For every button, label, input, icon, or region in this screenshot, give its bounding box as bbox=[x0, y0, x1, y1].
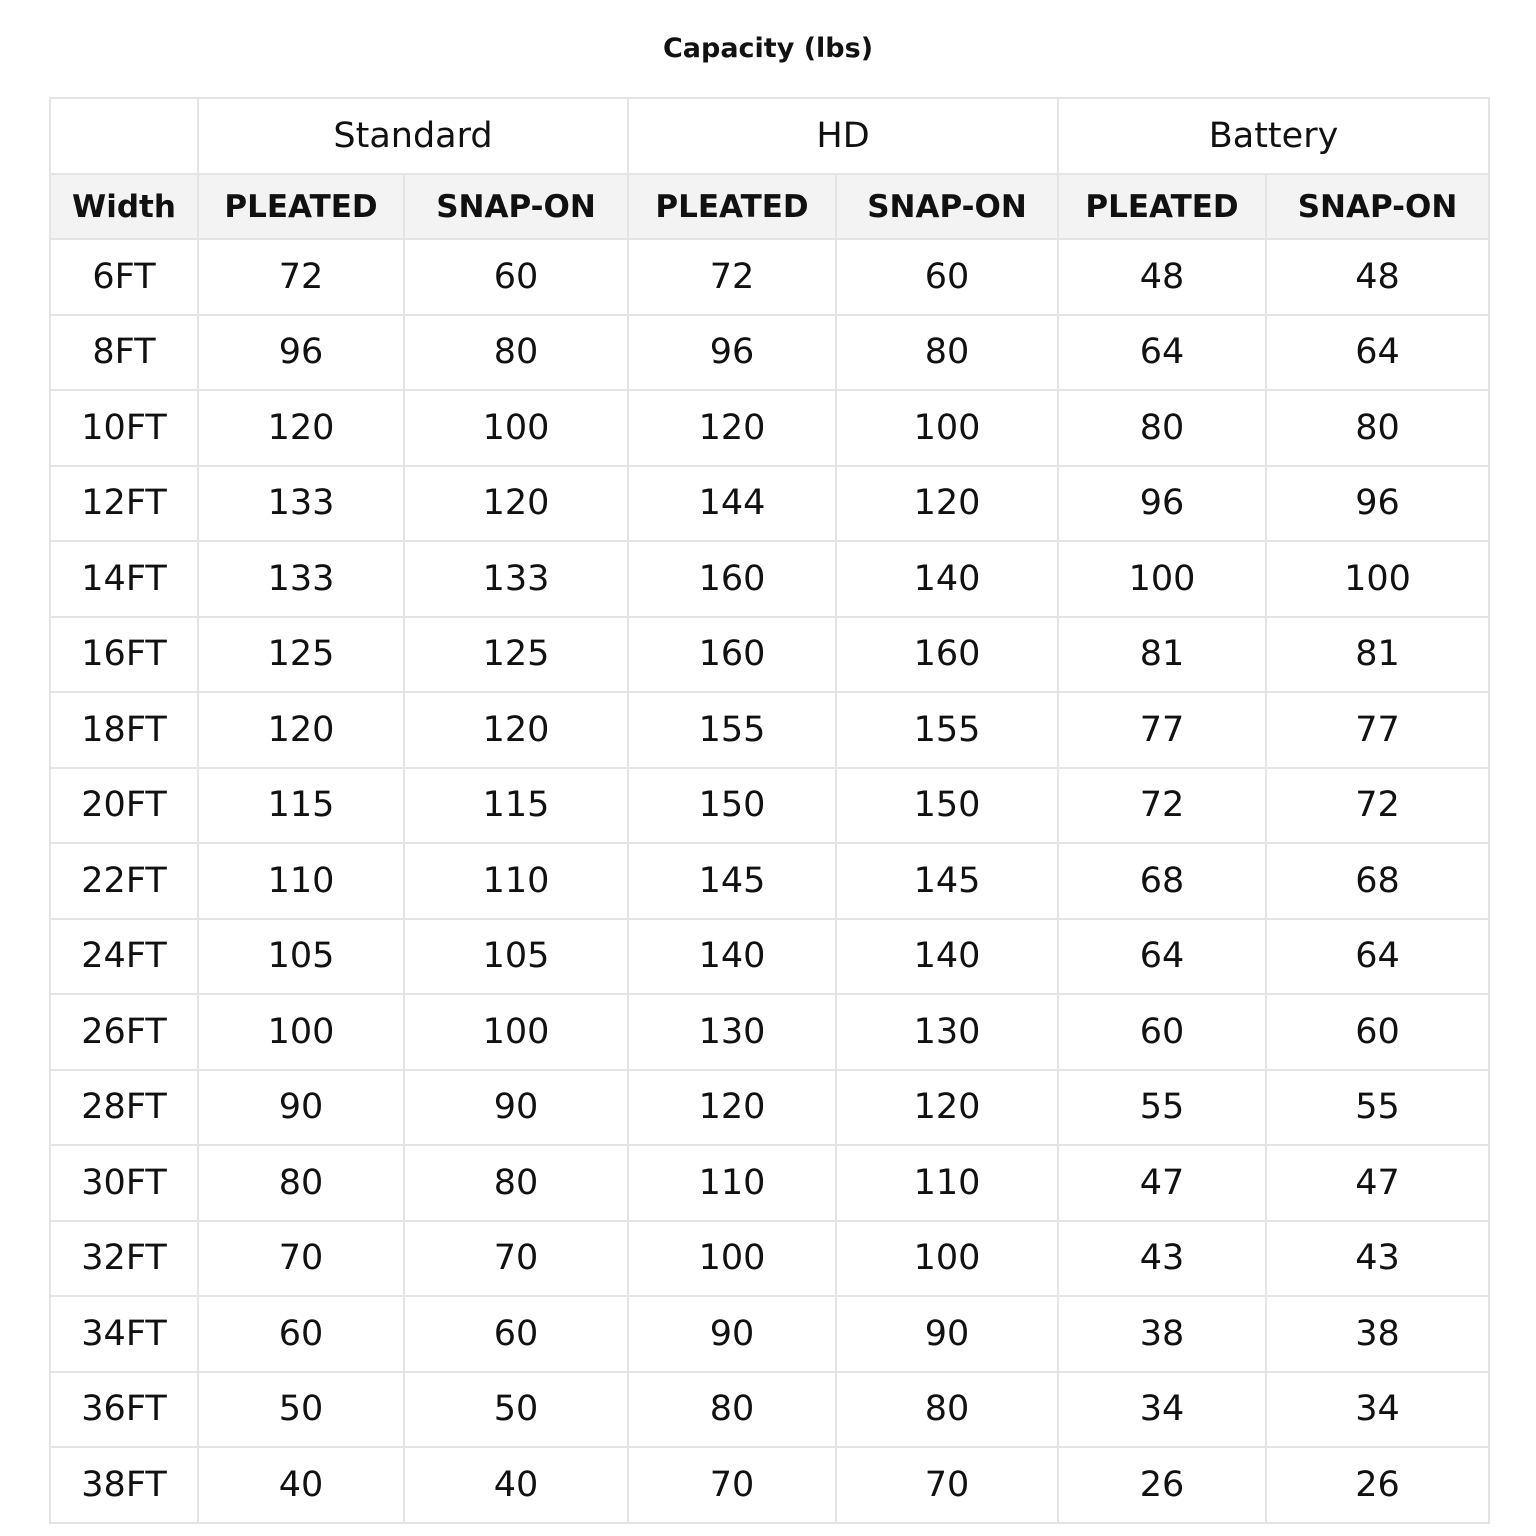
standard-snap-on-cell: 90 bbox=[404, 1070, 628, 1146]
table-row bbox=[50, 390, 1489, 466]
hd-snap-on-cell: 110 bbox=[836, 1145, 1058, 1221]
hd-pleated-cell: 80 bbox=[628, 1372, 836, 1448]
battery-pleated-cell: 34 bbox=[1058, 1372, 1266, 1448]
column-header-hd-snap-on: SNAP-ON bbox=[836, 174, 1058, 239]
hd-snap-on-cell: 145 bbox=[836, 843, 1058, 919]
table-row bbox=[50, 1070, 1489, 1146]
battery-snap-on-cell: 80 bbox=[1266, 390, 1489, 466]
standard-snap-on-cell: 125 bbox=[404, 617, 628, 693]
width-cell: 10FT bbox=[50, 390, 198, 466]
battery-pleated-cell: 60 bbox=[1058, 994, 1266, 1070]
battery-snap-on-cell: 64 bbox=[1266, 919, 1489, 995]
group-header-standard: Standard bbox=[198, 98, 628, 174]
battery-snap-on-cell: 68 bbox=[1266, 843, 1489, 919]
battery-snap-on-cell: 26 bbox=[1266, 1447, 1489, 1523]
table-row bbox=[50, 1447, 1489, 1523]
table-caption: Capacity (lbs) bbox=[662, 33, 874, 64]
standard-snap-on-cell: 105 bbox=[404, 919, 628, 995]
hd-snap-on-cell: 140 bbox=[836, 541, 1058, 617]
standard-snap-on-cell: 100 bbox=[404, 390, 628, 466]
column-header-standard-pleated: PLEATED bbox=[198, 174, 404, 239]
width-cell: 38FT bbox=[50, 1447, 198, 1523]
table-row bbox=[50, 315, 1489, 391]
standard-pleated-cell: 125 bbox=[198, 617, 404, 693]
standard-pleated-cell: 120 bbox=[198, 692, 404, 768]
hd-pleated-cell: 160 bbox=[628, 617, 836, 693]
hd-pleated-cell: 120 bbox=[628, 390, 836, 466]
battery-pleated-cell: 77 bbox=[1058, 692, 1266, 768]
standard-snap-on-cell: 60 bbox=[404, 239, 628, 315]
width-cell: 20FT bbox=[50, 768, 198, 844]
standard-snap-on-cell: 100 bbox=[404, 994, 628, 1070]
standard-pleated-cell: 105 bbox=[198, 919, 404, 995]
table-row bbox=[50, 1372, 1489, 1448]
battery-snap-on-cell: 81 bbox=[1266, 617, 1489, 693]
hd-pleated-cell: 150 bbox=[628, 768, 836, 844]
battery-pleated-cell: 96 bbox=[1058, 466, 1266, 542]
standard-pleated-cell: 96 bbox=[198, 315, 404, 391]
standard-pleated-cell: 90 bbox=[198, 1070, 404, 1146]
standard-snap-on-cell: 70 bbox=[404, 1221, 628, 1297]
table-body bbox=[50, 239, 1489, 1523]
battery-pleated-cell: 48 bbox=[1058, 239, 1266, 315]
hd-snap-on-cell: 60 bbox=[836, 239, 1058, 315]
table-row bbox=[50, 843, 1489, 919]
table-row bbox=[50, 466, 1489, 542]
hd-pleated-cell: 110 bbox=[628, 1145, 836, 1221]
battery-pleated-cell: 26 bbox=[1058, 1447, 1266, 1523]
hd-pleated-cell: 130 bbox=[628, 994, 836, 1070]
battery-snap-on-cell: 100 bbox=[1266, 541, 1489, 617]
battery-pleated-cell: 68 bbox=[1058, 843, 1266, 919]
table-row bbox=[50, 919, 1489, 995]
column-header-standard-snap-on: SNAP-ON bbox=[404, 174, 628, 239]
standard-pleated-cell: 72 bbox=[198, 239, 404, 315]
width-cell: 6FT bbox=[50, 239, 198, 315]
hd-pleated-cell: 155 bbox=[628, 692, 836, 768]
table-row bbox=[50, 239, 1489, 315]
hd-snap-on-cell: 100 bbox=[836, 390, 1058, 466]
standard-pleated-cell: 80 bbox=[198, 1145, 404, 1221]
hd-snap-on-cell: 80 bbox=[836, 1372, 1058, 1448]
table-row bbox=[50, 994, 1489, 1070]
column-header-battery-pleated: PLEATED bbox=[1058, 174, 1266, 239]
standard-pleated-cell: 60 bbox=[198, 1296, 404, 1372]
hd-snap-on-cell: 80 bbox=[836, 315, 1058, 391]
hd-snap-on-cell: 140 bbox=[836, 919, 1058, 995]
width-cell: 34FT bbox=[50, 1296, 198, 1372]
table-row bbox=[50, 692, 1489, 768]
battery-pleated-cell: 64 bbox=[1058, 919, 1266, 995]
width-cell: 12FT bbox=[50, 466, 198, 542]
standard-pleated-cell: 70 bbox=[198, 1221, 404, 1297]
table-row bbox=[50, 617, 1489, 693]
battery-snap-on-cell: 38 bbox=[1266, 1296, 1489, 1372]
group-header-hd: HD bbox=[628, 98, 1058, 174]
width-cell: 26FT bbox=[50, 994, 198, 1070]
hd-snap-on-cell: 120 bbox=[836, 466, 1058, 542]
width-cell: 24FT bbox=[50, 919, 198, 995]
standard-pleated-cell: 133 bbox=[198, 541, 404, 617]
battery-snap-on-cell: 60 bbox=[1266, 994, 1489, 1070]
battery-snap-on-cell: 34 bbox=[1266, 1372, 1489, 1448]
standard-pleated-cell: 50 bbox=[198, 1372, 404, 1448]
empty-corner-cell bbox=[50, 98, 198, 174]
battery-pleated-cell: 38 bbox=[1058, 1296, 1266, 1372]
battery-pleated-cell: 100 bbox=[1058, 541, 1266, 617]
width-cell: 30FT bbox=[50, 1145, 198, 1221]
standard-snap-on-cell: 80 bbox=[404, 315, 628, 391]
battery-snap-on-cell: 77 bbox=[1266, 692, 1489, 768]
standard-snap-on-cell: 133 bbox=[404, 541, 628, 617]
column-header-row bbox=[50, 174, 1489, 239]
width-cell: 36FT bbox=[50, 1372, 198, 1448]
battery-pleated-cell: 80 bbox=[1058, 390, 1266, 466]
standard-snap-on-cell: 60 bbox=[404, 1296, 628, 1372]
battery-snap-on-cell: 48 bbox=[1266, 239, 1489, 315]
hd-snap-on-cell: 120 bbox=[836, 1070, 1058, 1146]
hd-snap-on-cell: 155 bbox=[836, 692, 1058, 768]
standard-pleated-cell: 100 bbox=[198, 994, 404, 1070]
standard-pleated-cell: 110 bbox=[198, 843, 404, 919]
hd-snap-on-cell: 100 bbox=[836, 1221, 1058, 1297]
column-header-battery-snap-on: SNAP-ON bbox=[1266, 174, 1489, 239]
standard-snap-on-cell: 80 bbox=[404, 1145, 628, 1221]
width-cell: 32FT bbox=[50, 1221, 198, 1297]
battery-pleated-cell: 47 bbox=[1058, 1145, 1266, 1221]
hd-snap-on-cell: 90 bbox=[836, 1296, 1058, 1372]
standard-pleated-cell: 40 bbox=[198, 1447, 404, 1523]
capacity-table bbox=[49, 97, 1490, 1524]
battery-snap-on-cell: 43 bbox=[1266, 1221, 1489, 1297]
battery-pleated-cell: 81 bbox=[1058, 617, 1266, 693]
hd-pleated-cell: 120 bbox=[628, 1070, 836, 1146]
battery-pleated-cell: 43 bbox=[1058, 1221, 1266, 1297]
hd-snap-on-cell: 130 bbox=[836, 994, 1058, 1070]
hd-snap-on-cell: 70 bbox=[836, 1447, 1058, 1523]
standard-snap-on-cell: 120 bbox=[404, 466, 628, 542]
battery-pleated-cell: 64 bbox=[1058, 315, 1266, 391]
hd-pleated-cell: 96 bbox=[628, 315, 836, 391]
column-header-hd-pleated: PLEATED bbox=[628, 174, 836, 239]
group-header-row bbox=[50, 98, 1489, 174]
hd-pleated-cell: 160 bbox=[628, 541, 836, 617]
width-cell: 16FT bbox=[50, 617, 198, 693]
standard-pleated-cell: 133 bbox=[198, 466, 404, 542]
standard-snap-on-cell: 120 bbox=[404, 692, 628, 768]
hd-pleated-cell: 70 bbox=[628, 1447, 836, 1523]
table-row bbox=[50, 1145, 1489, 1221]
battery-snap-on-cell: 55 bbox=[1266, 1070, 1489, 1146]
width-cell: 8FT bbox=[50, 315, 198, 391]
battery-snap-on-cell: 72 bbox=[1266, 768, 1489, 844]
table-row bbox=[50, 1296, 1489, 1372]
width-cell: 14FT bbox=[50, 541, 198, 617]
battery-pleated-cell: 72 bbox=[1058, 768, 1266, 844]
table-row bbox=[50, 541, 1489, 617]
battery-pleated-cell: 55 bbox=[1058, 1070, 1266, 1146]
standard-snap-on-cell: 50 bbox=[404, 1372, 628, 1448]
standard-snap-on-cell: 115 bbox=[404, 768, 628, 844]
standard-snap-on-cell: 40 bbox=[404, 1447, 628, 1523]
standard-pleated-cell: 115 bbox=[198, 768, 404, 844]
hd-pleated-cell: 100 bbox=[628, 1221, 836, 1297]
group-header-battery: Battery bbox=[1058, 98, 1489, 174]
width-cell: 22FT bbox=[50, 843, 198, 919]
hd-pleated-cell: 140 bbox=[628, 919, 836, 995]
capacity-table-container bbox=[49, 97, 1488, 1524]
hd-snap-on-cell: 160 bbox=[836, 617, 1058, 693]
hd-pleated-cell: 90 bbox=[628, 1296, 836, 1372]
table-row bbox=[50, 768, 1489, 844]
standard-pleated-cell: 120 bbox=[198, 390, 404, 466]
hd-pleated-cell: 145 bbox=[628, 843, 836, 919]
table-row bbox=[50, 1221, 1489, 1297]
hd-pleated-cell: 72 bbox=[628, 239, 836, 315]
battery-snap-on-cell: 47 bbox=[1266, 1145, 1489, 1221]
column-header-width: Width bbox=[50, 174, 198, 239]
hd-pleated-cell: 144 bbox=[628, 466, 836, 542]
width-cell: 18FT bbox=[50, 692, 198, 768]
standard-snap-on-cell: 110 bbox=[404, 843, 628, 919]
hd-snap-on-cell: 150 bbox=[836, 768, 1058, 844]
width-cell: 28FT bbox=[50, 1070, 198, 1146]
battery-snap-on-cell: 96 bbox=[1266, 466, 1489, 542]
battery-snap-on-cell: 64 bbox=[1266, 315, 1489, 391]
